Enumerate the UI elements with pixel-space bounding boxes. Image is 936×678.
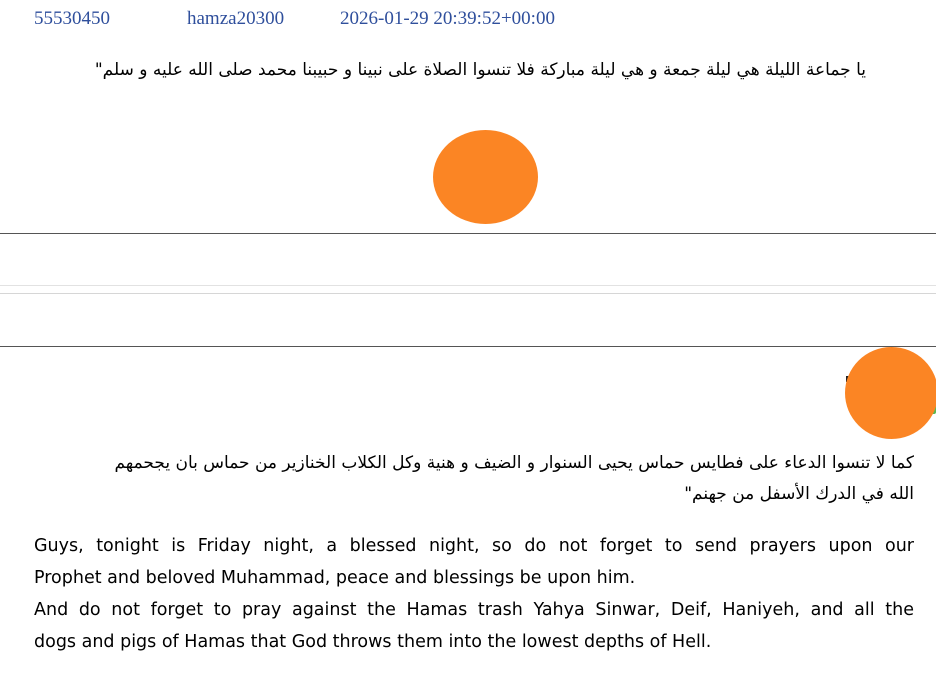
- post-timestamp: 2026-01-29 20:39:52+00:00: [340, 8, 555, 29]
- post-meta-row: [0, 8, 936, 32]
- redaction-circle-right: [845, 347, 936, 439]
- divider-top: [0, 233, 936, 234]
- divider-faint-1: [0, 285, 936, 286]
- english-line-1: Guys, tonight is Friday night, a blessed night, so do not forget to send prayers upon our: [34, 536, 914, 556]
- username: hamza20300: [187, 8, 285, 29]
- arabic-post-text-first: يا جماعة الليلة هي ليلة جمعة و هي ليلة مباركة فلا تنسوا الصلاة على نبينا و حبيبنا محمد صلى الله عليه و سلم": [94, 60, 866, 80]
- divider-bottom: [0, 346, 936, 347]
- divider-faint-2: [0, 293, 936, 294]
- english-line-4: dogs and pigs of Hamas that God throws them into the lowest depths of Hell.: [34, 632, 712, 652]
- arabic-line-2: الله في الدرك الأسفل من جهنم": [684, 484, 914, 504]
- english-line-3: And do not forget to pray against the Hamas trash Yahya Sinwar, Deif, Haniyeh, and all the: [34, 600, 914, 620]
- post-id: 55530450: [34, 8, 110, 29]
- arabic-post-text-second: [30, 448, 914, 510]
- english-line-2: Prophet and beloved Muhammad, peace and blessings be upon him.: [34, 568, 636, 588]
- redaction-circle-top: [433, 130, 538, 224]
- arabic-line-1: كما لا تنسوا الدعاء على فطايس حماس يحيى السنوار و الضيف و هنية وكل الكلاب الخنازير من حماس بان يجحمهم: [114, 453, 914, 473]
- english-translation: [34, 530, 914, 658]
